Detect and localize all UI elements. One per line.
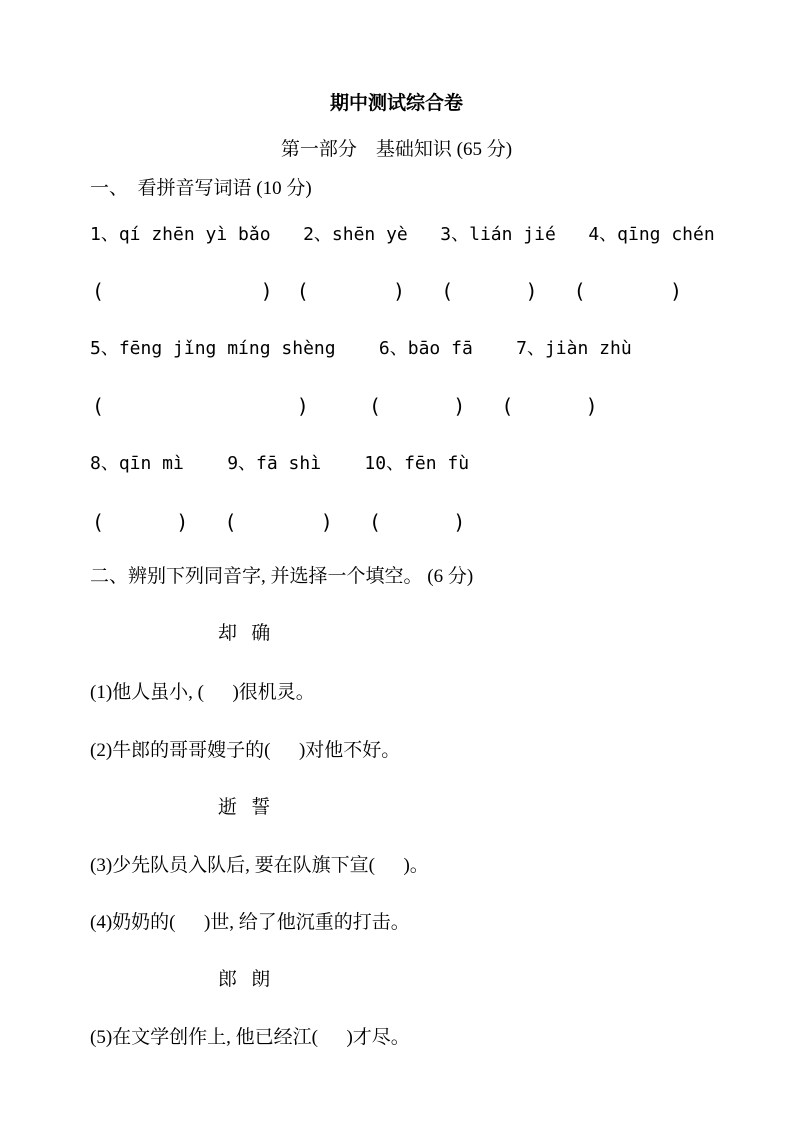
answer-blanks-row-2: ( ) ( ) ( ) — [92, 394, 598, 418]
homophone-pair-3: 郎 朗 — [218, 969, 271, 990]
section-one-heading: 一、 看拼音写词语 (10 分) — [90, 178, 312, 199]
question-3: (3)少先队员入队后, 要在队旗下宣( )。 — [90, 855, 429, 876]
pinyin-row-1: 1、qí zhēn yì bǎo 2、shēn yè 3、lián jié 4、qīng chén — [90, 224, 715, 245]
section-two-heading: 二、辨别下列同音字, 并选择一个填空。 (6 分) — [90, 566, 474, 587]
answer-blanks-row-3: ( ) ( ) ( ) — [92, 510, 466, 534]
homophone-pair-2: 逝 誓 — [218, 797, 271, 818]
question-4: (4)奶奶的( )世, 给了他沉重的打击。 — [90, 912, 410, 933]
pinyin-row-2: 5、fēng jǐng míng shèng 6、bāo fā 7、jiàn zhù — [90, 338, 632, 359]
answer-blanks-row-1: ( ) ( ) ( ) ( ) — [92, 279, 683, 303]
question-2: (2)牛郎的哥哥嫂子的( )对他不好。 — [90, 740, 401, 761]
page-title: 期中测试综合卷 — [329, 93, 463, 114]
question-1: (1)他人虽小, ( )很机灵。 — [90, 682, 315, 703]
pinyin-row-3: 8、qīn mì 9、fā shì 10、fēn fù — [90, 453, 470, 474]
question-5: (5)在文学创作上, 他已经江( )才尽。 — [90, 1027, 410, 1048]
homophone-pair-1: 却 确 — [218, 623, 271, 644]
part-heading: 第一部分 基础知识 (65 分) — [280, 139, 513, 160]
